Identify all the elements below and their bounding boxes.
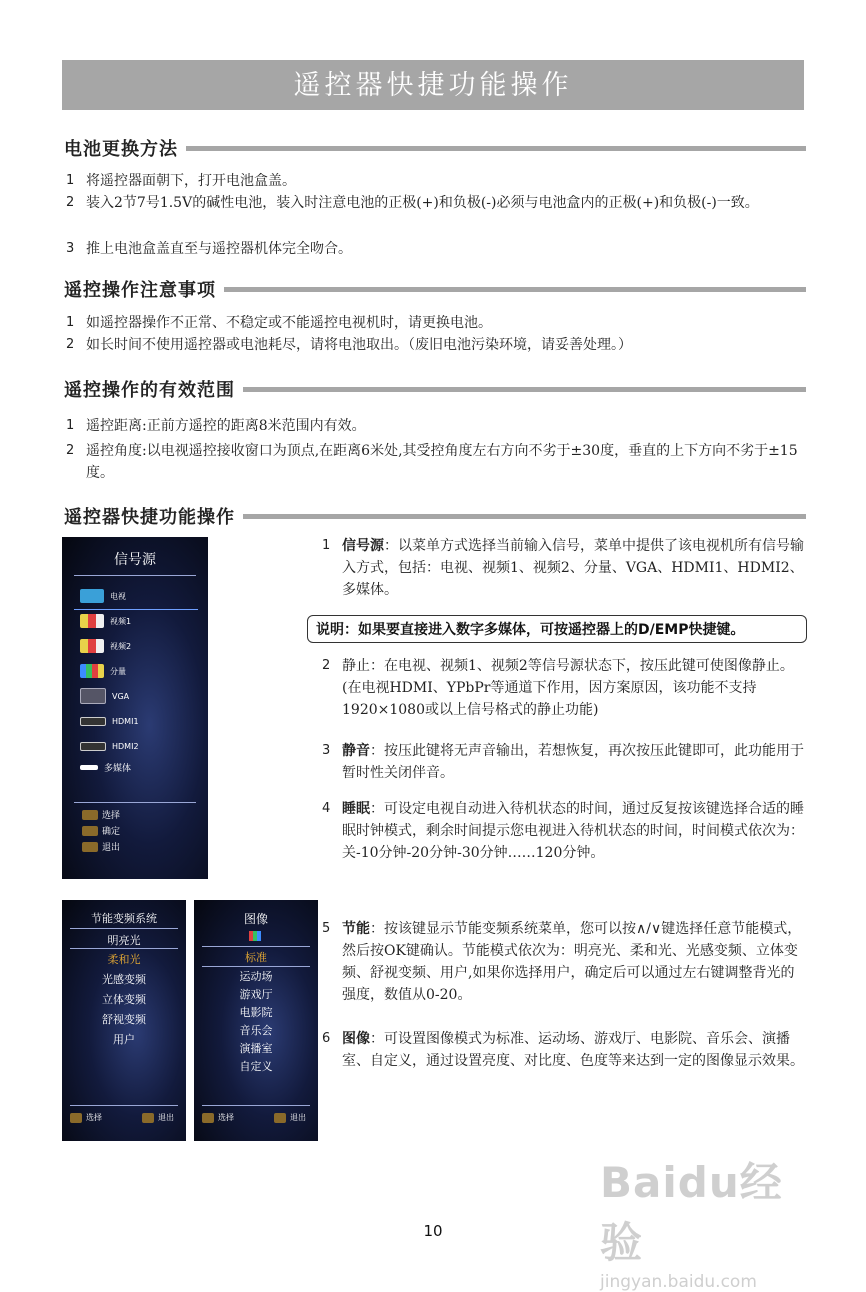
source-item-av2[interactable] [80,635,131,657]
picture-item[interactable]: 电影院 [239,1006,273,1019]
source-item-label: VGA [112,691,130,701]
av-cable-icon [80,614,104,628]
page-banner-title: 遥控器快捷功能操作 [62,60,804,110]
note-box: 说明：如果要直接进入数字多媒体，可按遥控器上的D/EMP快捷键。 [307,615,807,643]
source-item-vga[interactable] [80,685,129,707]
component-cable-icon [80,664,104,678]
picture-item[interactable]: 演播室 [239,1042,273,1055]
footer-ok [82,824,120,837]
notes-item-2 [66,334,806,356]
step-number: 1 [66,315,75,330]
divider [74,802,196,803]
step-text: 遥控角度:以电视遥控接收窗口为顶点,在距离6米处,其受控角度左右方向不劣于±30度，垂直的上下方向不劣于±15度。 [86,443,798,481]
footer-select [202,1112,234,1123]
energy-menu-title: 节能变频系统 [91,912,157,925]
item-label: 静音 [342,743,370,759]
av-cable-icon [80,639,104,653]
item-label: 图像 [342,1031,370,1047]
footer-label: 选择 [218,1113,234,1122]
source-item-label: HDMI1 [112,716,139,726]
source-menu-panel [62,537,208,879]
step-text: 遥控距离:正前方遥控的距离8米范围内有效。 [86,418,366,434]
step-number: 5 [322,921,331,936]
baidu-watermark [600,1150,810,1292]
section-range-title: 遥控操作的有效范围 [64,380,235,401]
shortcut-item-5 [322,918,808,1006]
item-text: ：可设置图像模式为标准、运动场、游戏厅、电影院、音乐会、演播室、自定义，通过设置亮度、对比度、色度等来达到一定的图像显示效果。 [342,1031,804,1069]
picture-item-selected[interactable]: 标准 [245,951,267,964]
step-number: 2 [322,658,331,673]
energy-item[interactable]: 立体变频 [102,993,146,1006]
footer-select [82,808,120,821]
shortcut-item-6 [322,1028,808,1072]
step-text: 如长时间不使用遥控器或电池耗尽，请将电池取出。（废旧电池污染环境，请妥善处理。） [86,337,632,353]
step-number: 1 [66,418,75,433]
section-shortcut-title: 遥控器快捷功能操作 [64,507,235,528]
step-number: 2 [66,337,75,352]
footer-label: 退出 [102,843,121,853]
item-text: ：按该键显示节能变频系统菜单，您可以按∧/∨键选择任意节能模式，然后按OK键确认。节能模式依次为：明亮光、柔和光、光感变频、立体变频、舒视变频、用户,如果你选择用户，确定后可以通过左右键调整背光的强度，数值从0-20。 [342,921,802,1003]
arrow-keys-icon [70,1113,82,1123]
step-text: 推上电池盒盖直至与遥控器机体完全吻合。 [86,241,352,257]
battery-step-2 [66,192,806,214]
item-label: 睡眠 [342,801,370,817]
step-number: 4 [322,801,331,816]
step-text: 如遥控器操作不正常、不稳定或不能遥控电视机时，请更换电池。 [86,315,492,331]
exit-key-icon [82,842,98,852]
divider [70,928,178,929]
divider [70,1105,178,1106]
step-text: 装入2节7号1.5V的碱性电池，装入时注意电池的正极(+)和负极(-)必须与电池盒内的正极(+)和负极(-)一致。 [86,195,759,211]
step-number: 2 [66,195,75,210]
energy-item[interactable]: 用户 [113,1033,135,1046]
watermark-logo: Baidu经验 [600,1158,783,1267]
source-item-label: 分量 [110,666,126,676]
source-item-label: 电视 [110,591,126,601]
picture-item[interactable]: 运动场 [239,970,273,983]
source-item-component[interactable] [80,660,126,682]
ok-key-icon [82,826,98,836]
energy-item[interactable]: 舒视变频 [102,1013,146,1026]
footer-select [70,1112,102,1123]
hdmi-port-icon [80,717,106,726]
exit-key-icon [142,1113,154,1123]
section-notes-header [64,276,806,302]
item-text: 静止：在电视、视频1、视频2等信号源状态下，按压此键可使图像静止。(在电视HDMI、YPbPr等通道下作用，因方案原因，该功能不支持1920×1080或以上信号格式的静止功能) [342,658,794,718]
section-range-header [64,376,806,402]
picture-item[interactable]: 自定义 [239,1060,273,1073]
source-menu-title: 信号源 [114,552,156,568]
section-battery-header [64,135,806,161]
hdmi-port-icon [80,742,106,751]
divider [202,1105,310,1106]
step-number: 3 [66,241,75,256]
source-item-label: 视频2 [110,641,132,651]
source-item-multimedia[interactable] [80,756,131,778]
battery-step-3 [66,238,806,260]
picture-menu-panel [194,900,318,1141]
source-item-hdmi2[interactable] [80,735,139,757]
picture-menu-title: 图像 [243,912,268,926]
section-divider [224,287,806,292]
footer-label: 退出 [158,1113,174,1122]
step-text: 将遥控器面朝下，打开电池盒盖。 [86,173,296,189]
item-text: ：可设定电视自动进入待机状态的时间，通过反复按该键选择合适的睡眠时钟模式，剩余时间提示您电视进入待机状态的时间，时间模式依次为：关-10分钟-20分钟-30分钟……120分钟。 [342,801,804,861]
battery-step-1 [66,170,806,192]
shortcut-item-2 [322,655,808,721]
range-item-1 [66,415,806,437]
step-number: 2 [66,443,75,458]
picture-item[interactable]: 游戏厅 [239,988,273,1001]
shortcut-item-1 [322,535,808,601]
section-divider [186,146,806,151]
source-item-hdmi1[interactable] [80,710,139,732]
divider [202,966,310,967]
page-number: 10 [423,1222,443,1240]
section-shortcut-header [64,503,806,529]
energy-item[interactable]: 光感变频 [102,973,146,986]
item-text: ：按压此键将无声音输出，若想恢复，再次按压此键即可，此功能用于暂时性关闭伴音。 [342,743,804,781]
exit-key-icon [274,1113,286,1123]
section-divider [243,387,806,392]
source-item-label: 视频1 [110,616,132,626]
shortcut-item-3 [322,740,808,784]
footer-exit [274,1112,306,1123]
energy-menu-panel [62,900,186,1141]
footer-exit [142,1112,174,1123]
shortcut-item-4 [322,798,808,864]
usb-icon [80,765,98,770]
divider [70,948,178,949]
step-number: 1 [66,173,75,188]
divider [202,946,310,947]
arrow-keys-icon [202,1113,214,1123]
footer-label: 选择 [86,1113,102,1122]
divider [74,575,196,576]
footer-exit [82,840,120,853]
footer-label: 退出 [290,1113,306,1122]
item-label: 信号源 [342,538,384,554]
step-number: 6 [322,1031,331,1046]
source-item-label: 多媒体 [104,763,132,774]
item-text: ：以菜单方式选择当前输入信号，菜单中提供了该电视机所有信号输入方式，包括：电视、视频1、视频2、分量、VGA、HDMI1、HDMI2、多媒体。 [342,538,804,598]
energy-item[interactable]: 明亮光 [107,934,141,947]
step-number: 3 [322,743,331,758]
vga-port-icon [80,688,106,704]
footer-label: 选择 [102,811,121,821]
source-item-av1[interactable] [80,610,131,632]
source-item-tv[interactable] [80,585,126,607]
range-item-2 [66,440,806,484]
step-number: 1 [322,538,331,553]
picture-item[interactable]: 音乐会 [239,1024,273,1037]
watermark-url: jingyan.baidu.com [600,1272,757,1292]
energy-item-selected[interactable]: 柔和光 [107,953,141,966]
picture-icon [249,931,261,941]
section-battery-title: 电池更换方法 [64,139,178,160]
section-divider [243,514,806,519]
footer-label: 确定 [102,827,121,837]
section-notes-title: 遥控操作注意事项 [64,280,216,301]
arrow-keys-icon [82,810,98,820]
notes-item-1 [66,312,806,334]
tv-icon [80,589,104,603]
source-item-label: HDMI2 [112,741,139,751]
item-label: 节能 [342,921,370,937]
